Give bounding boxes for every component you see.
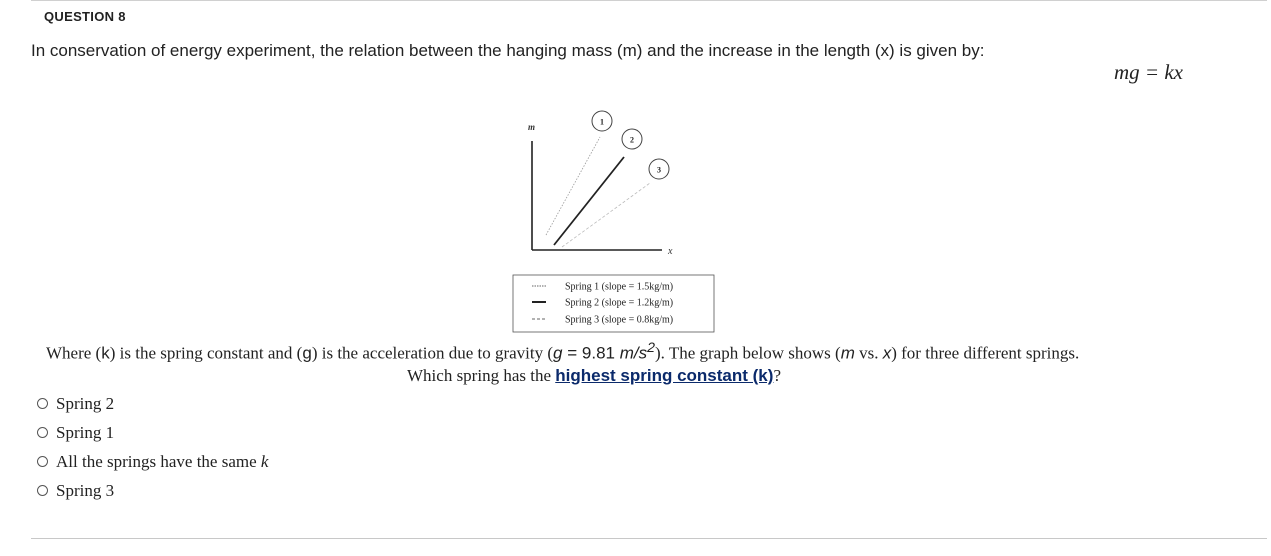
explanation-text: Where (k) is the spring constant and (g) is the acceleration due to gravity (g = 9.81 $m/s^2$). The graph below shows (m vs. x) for three different springs. [46, 340, 1080, 363]
radio-button[interactable] [37, 427, 48, 438]
radio-button[interactable] [37, 456, 48, 467]
radio-button[interactable] [37, 398, 48, 409]
option-spring-3[interactable] [37, 476, 268, 505]
spring-graph-figure [510, 105, 720, 337]
option-spring-2[interactable] [37, 389, 268, 418]
formula: mg = kx [1114, 60, 1183, 84]
spring-3-line [562, 183, 650, 247]
x-axis-label: x [668, 246, 673, 257]
radio-button[interactable] [37, 485, 48, 496]
option-label: All the springs have the same [56, 451, 261, 471]
marker-2-label: 2 [630, 135, 634, 145]
question-prompt: Which spring has the highest spring constant (k)? [407, 366, 781, 385]
question-heading: QUESTION 8 [44, 9, 126, 24]
highlighted-phrase: highest spring constant (k) [555, 366, 774, 385]
option-label: Spring 1 [56, 422, 115, 442]
marker-3-label: 3 [657, 165, 661, 175]
bottom-divider [31, 538, 1267, 539]
question-stem: In conservation of energy experiment, the relation between the hanging mass (m) and the increase in the length (x) is given by: [31, 41, 985, 60]
legend-text-1: Spring 1 (slope = 1.5kg/m) [565, 281, 674, 293]
y-axis-label: m [528, 122, 536, 132]
option-all-same[interactable] [37, 447, 268, 476]
option-variable-k: k [260, 451, 269, 471]
option-label: Spring 2 [56, 393, 115, 413]
legend-text-3: Spring 3 (slope = 0.8kg/m) [565, 314, 674, 326]
option-label: Spring 3 [56, 480, 115, 500]
top-divider [31, 0, 1267, 1]
option-spring-1[interactable] [37, 418, 268, 447]
legend-text-2: Spring 2 (slope = 1.2kg/m) [565, 297, 674, 309]
marker-1-label: 1 [600, 117, 604, 127]
answer-options [37, 389, 268, 505]
spring-2-line [554, 157, 624, 245]
